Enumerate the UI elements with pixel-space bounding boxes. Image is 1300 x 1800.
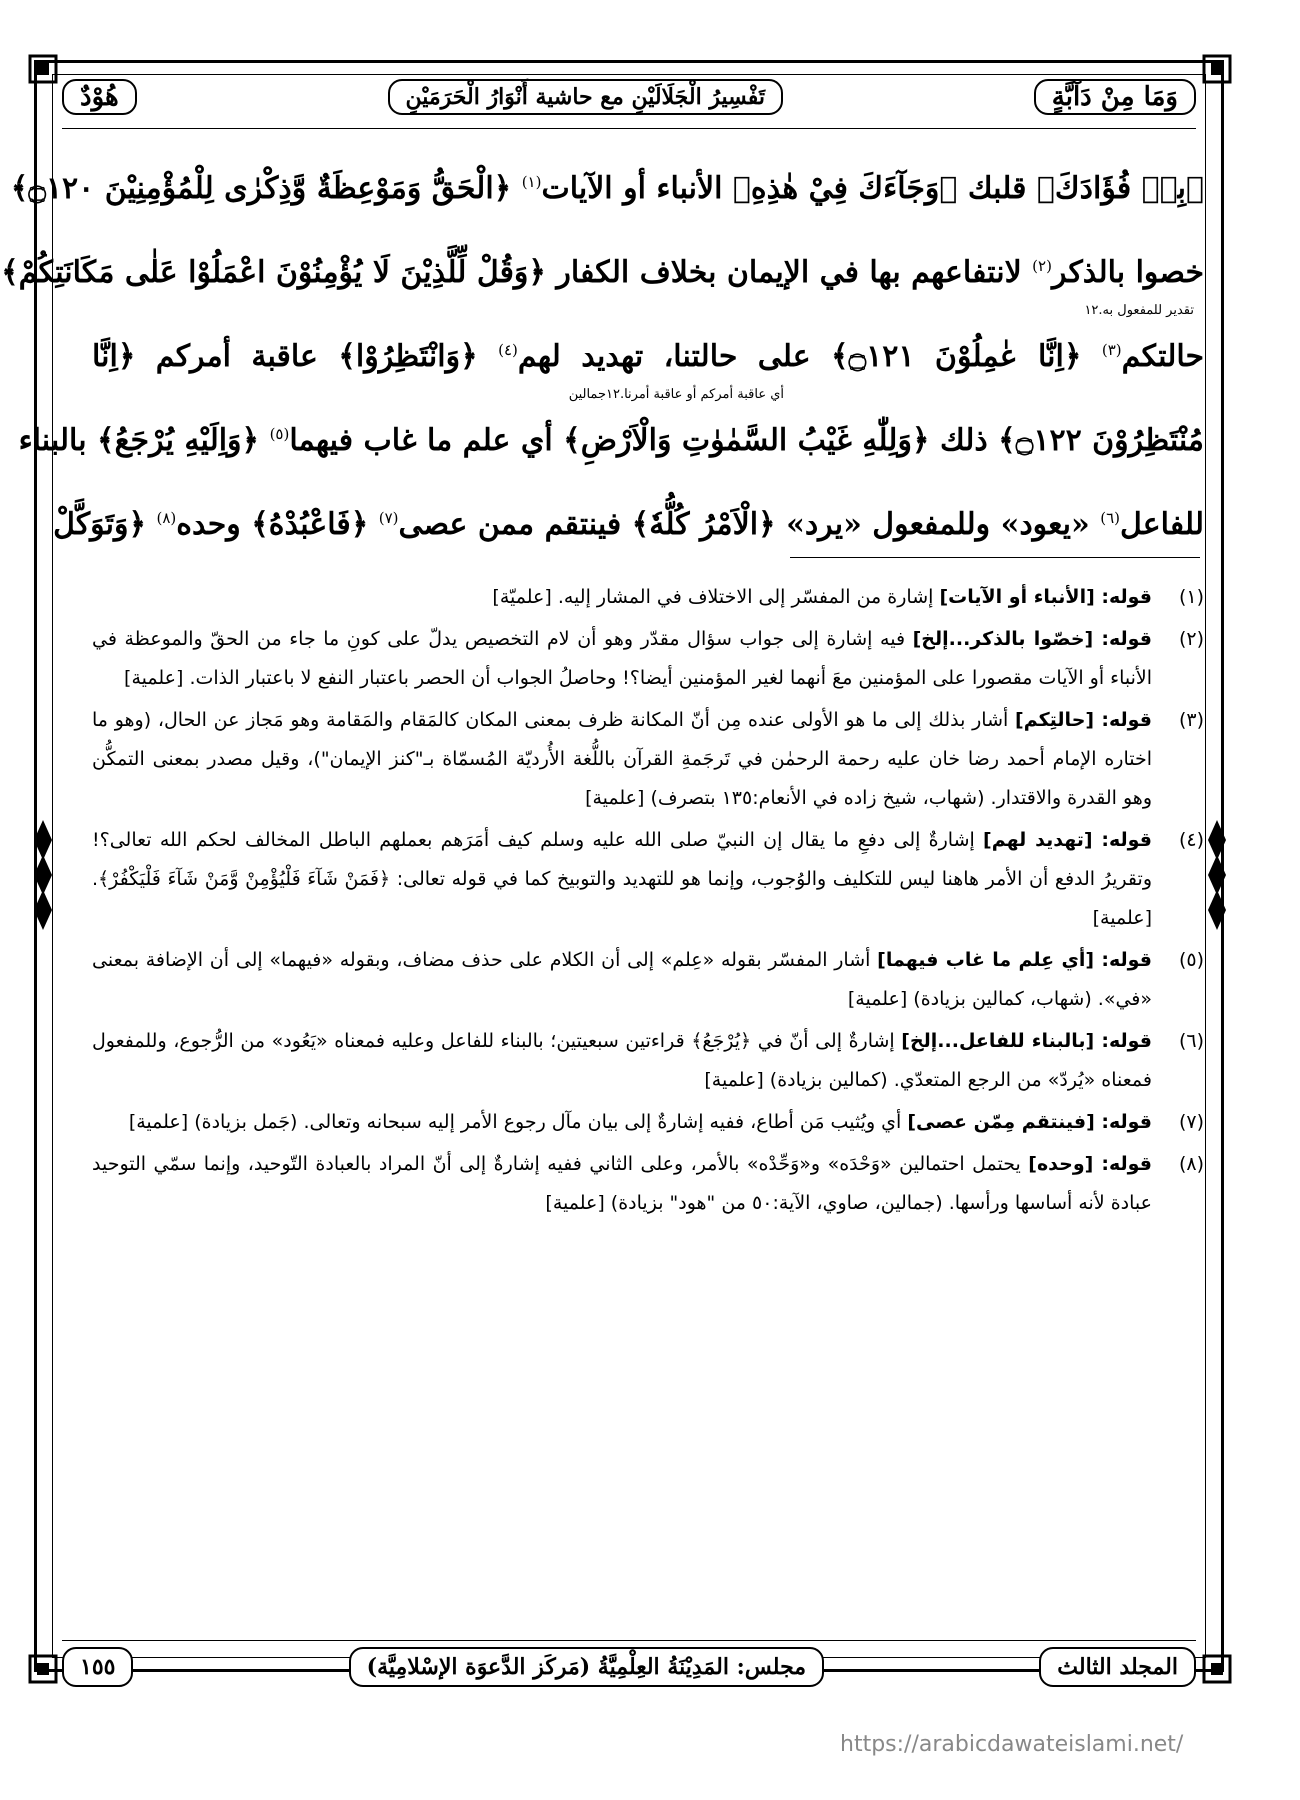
footnote: (٣) قوله: [حالتِكم] أشار بذلك إلى ما هو الأولى عنده مِن أنّ المكانة ظرف بمعنى المكان كالمَقام والمَقامة وهو مَجاز عن الحال، (وهو ما اختاره الإمام أحمد رضا خان عليه رحمة الرحمٰن في تَرجَمةِ القرآن باللُّغة الأُرديّة المُسمّاة بـ"كنز الإيمان")، وقيل مصدر بمعنى التمكُّن وهو القدرة والاقتدار. (شهاب، شيخ زاده في الأنعام:١٣٥ بتصرف) [علمية] — [92, 709, 1204, 809]
footer-publisher-label: مجلس: المَدِيْنَةُ العِلْمِيَّةُ (مَركَز الدَّعوَة الإسْلامِيَّة) — [349, 1647, 824, 1687]
footnote: (١) قوله: [الأنباء أو الآيات] إشارة من المفسّر إلى الاختلاف في المشار إليه. [علميّة] — [492, 586, 1204, 608]
page-number: ١٥٥ — [62, 1647, 133, 1687]
watermark-url: https://arabicdawateislami.net/ — [840, 1732, 1184, 1757]
side-ornament-icon — [1206, 820, 1228, 930]
main-line: ﴿بِهٖ فُؤَادَكَ﴾ قلبك ﴿وَجَآءَكَ فِيْ هٰذِهِ﴾ الأنباء أو الآيات$^{(١)}$ ﴿الْحَقُّ وَمَوْعِظَةٌ وَّذِكْرٰى لِلْمُؤْمِنِيْنَ ۝١٢٠﴾ — [10, 171, 1204, 206]
footnote: (٥) قوله: [أي عِلم ما غاب فيهما] أشار المفسّر بقوله «عِلم» إلى أن الكلام على حذف مضاف، وبقوله «فيهما» إلى أن الإضافة بمعنى «في». (شهاب، كمالين بزيادة) [علمية] — [92, 949, 1204, 1010]
main-line: للفاعل$^{(٦)}$ «يعود» وللمفعول «يرد» ﴿الْاَمْرُ كُلُّهٗ﴾ فينتقم ممن عصى$^{(٧)}$ ﴿فَاعْبُدْهُ﴾ وحده$^{(٨)}$ ﴿وَتَوَكَّلْ — [53, 507, 1204, 542]
footnote: (٦) قوله: [بالبناء للفاعل...إلخ] إشارةٌ إلى أنّ في ﴿يُرْجَعُ﴾ قراءتين سبعيتين؛ بالبناء للفاعل وعليه فمعناه «يَعُود» من الرُّجوع، وللمفعول فمعناه «يُردّ» من الرجع المتعدّي. (كمالين بزيادة) [علمية] — [92, 1030, 1204, 1091]
footer-volume-label: المجلد الثالث — [1039, 1647, 1196, 1687]
footnote: (٤) قوله: [تهديد لهم] إشارةٌ إلى دفعِ ما يقال إن النبيّ صلى الله عليه وسلم كيف أمَرَهم بعملهم الباطل المخالف لحكم الله تعالى؟! وتقريرُ الدفع أن الأمر هاهنا ليس للتكليف والوُجوب، وإنما هو للتهديد والتوبيخ كما في قوله تعالى: ﴿فَمَنْ شَآءَ فَلْيُؤْمِنْ وَّمَنْ شَآءَ فَلْيَكْفُرْ﴾. [علمية] — [92, 829, 1204, 929]
page-header — [62, 72, 1196, 122]
page-footer — [62, 1645, 1196, 1689]
header-surah-part: وَمَا مِنْ دَآبَّةٍ — [1034, 79, 1196, 115]
header-rule — [62, 128, 1196, 129]
main-line: أي عاقبة أمركم أو عاقبة أمرنا.١٢جمالين مُنْتَظِرُوْنَ ۝١٢٢﴾ ذلك ﴿وَلِلّٰهِ غَيْبُ السَّمٰوٰتِ وَالْاَرْضِ﴾ أي علم ما غاب فيهما$^{(٥)}$ ﴿وَاِلَيْهِ يُرْجَعُ﴾ بالبناء — [18, 387, 1204, 458]
main-line: خصوا بالذكر$^{(٢)}$ لانتفاعهم بها في الإيمان بخلاف الكفار ﴿وَقُلْ لِّلَّذِيْنَ لَا يُؤْمِنُوْنَ اعْمَلُوْا عَلٰى مَكَانَتِكُمْ﴾ — [1, 255, 1204, 290]
interlinear-gloss: أي عاقبة أمركم أو عاقبة أمرنا.١٢جمالين — [568, 387, 784, 402]
interlinear-gloss: تقدير للمفعول به.١٢ — [1084, 303, 1194, 318]
footnote-separator — [790, 557, 1200, 558]
corner-ornament-icon — [1200, 52, 1234, 86]
main-text — [1, 140, 1205, 560]
footnote: (٨) قوله: [وحده] يحتمل احتمالين «وَحْدَه» و«وَحِّدْه» بالأمر، وعلى الثاني ففيه إشارةٌ إلى أنّ المراد بالعبادة التّوحيد، وإنما سمّي التوحيد عبادة لأنه أساسها ورأسها. (جمالين، صاوي، الآية:٥٠ من "هود" بزيادة) [علمية] — [92, 1153, 1204, 1214]
side-ornament-icon — [32, 820, 54, 930]
footnote: (٧) قوله: [فينتقم مِمّن عصى] أي ويُثيب مَن أطاع، ففيه إشارةٌ إلى بيان مآل رجوع الأمر إليه سبحانه وتعالى. (جَمل بزيادة) [علمية] — [128, 1111, 1204, 1133]
footnotes — [92, 578, 1204, 1226]
corner-ornament-icon — [26, 52, 60, 86]
main-line: تقدير للمفعول به.١٢ حالتكم$^{(٣)}$ ﴿اِنَّا عٰمِلُوْنَ ۝١٢١﴾ على حالتنا، تهديد لهم$^{(٤)}$ ﴿وَانْتَظِرُوْا﴾ عاقبة أمركم ﴿اِنَّا — [92, 303, 1205, 374]
footer-rule — [62, 1640, 1196, 1641]
footnote: (٢) قوله: [خصّوا بالذكر...إلخ] فيه إشارة إلى جواب سؤال مقدّر وهو أن لام التخصيص يدلّ على كونِ ما جاء من الحقّ والموعظة في الأنباء أو الآيات مقصورا على المؤمنين معَ أنهما لغير المؤمنين أيضا؟! وحاصلُ الجواب أن الحصر باعتبار النفع لا باعتبار الذات. [علمية] — [92, 628, 1204, 689]
corner-ornament-icon — [1200, 1652, 1234, 1686]
header-book-title: تَفْسِيرُ الْجَلَالَيْنِ مع حاشية أَنْوَارُ الْحَرَمَيْنِ — [388, 79, 784, 115]
corner-ornament-icon — [26, 1652, 60, 1686]
header-surah-name: هُوْدٌ — [62, 79, 137, 115]
